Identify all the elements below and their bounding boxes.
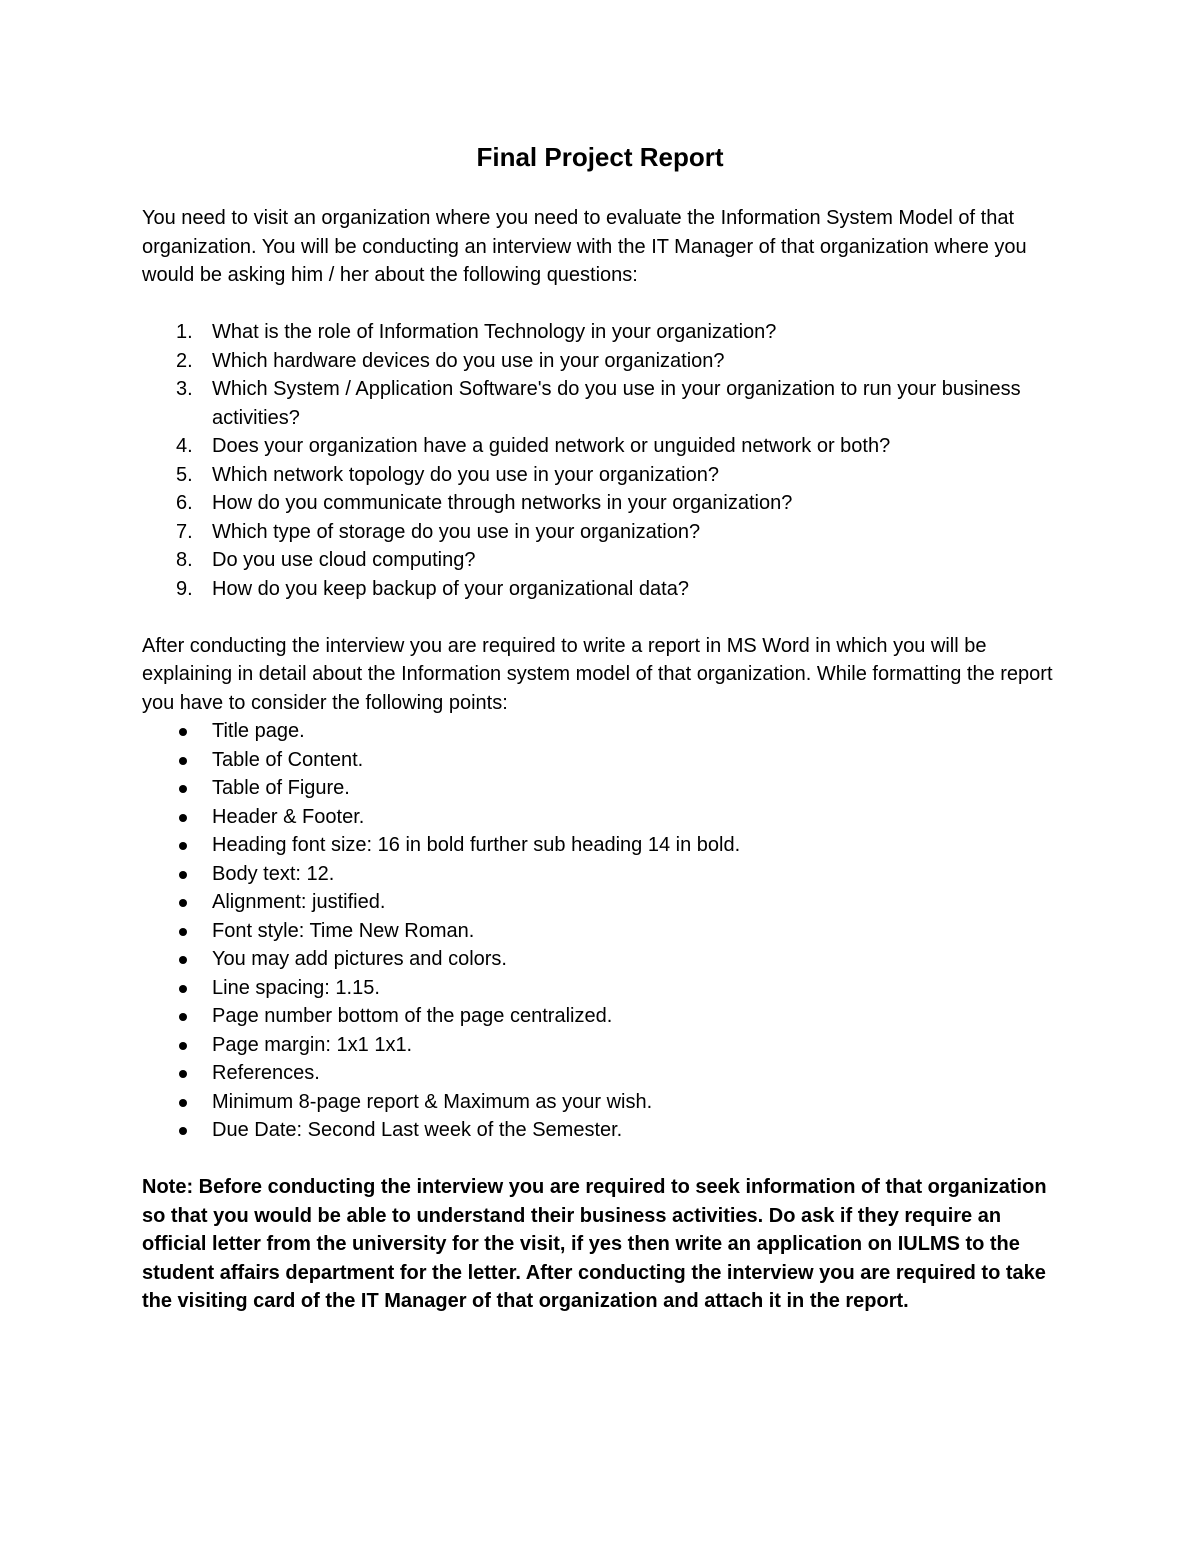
bullet-icon xyxy=(179,985,187,993)
point-text: Font style: Time New Roman. xyxy=(212,919,475,942)
bullet-icon xyxy=(179,814,187,822)
list-number: 9. xyxy=(176,577,193,600)
list-item xyxy=(142,546,1062,575)
point-text: Table of Figure. xyxy=(212,777,350,799)
question-text: Which type of storage do you use in your organization? xyxy=(212,520,701,543)
point-text: Page number bottom of the page centralized. xyxy=(212,1005,613,1027)
bullet-icon xyxy=(179,728,187,736)
point-text: Due Date: Second Last week of the Semester. xyxy=(212,1119,623,1141)
point-text: Heading font size: 16 in bold further sub heading 14 in bold. xyxy=(212,834,741,856)
intro-paragraph: You need to visit an organization where you need to evaluate the Information System Model of that organization. You will be conducting an interview with the IT Manager of that organization where you would be asking him / her about the following questions: xyxy=(142,207,1027,286)
list-item xyxy=(142,1031,1062,1060)
list-number: 3. xyxy=(176,378,193,400)
list-item xyxy=(142,461,1062,490)
bullet-icon xyxy=(179,1070,187,1078)
list-item xyxy=(142,347,1062,376)
bullet-icon xyxy=(179,1013,187,1021)
question-text: Do you use cloud computing? xyxy=(212,549,476,571)
list-item xyxy=(142,917,1062,946)
list-number: 5. xyxy=(176,463,193,486)
point-text: Alignment: justified. xyxy=(212,891,386,913)
list-item xyxy=(142,1116,1062,1145)
point-text: Line spacing: 1.15. xyxy=(212,976,380,999)
bullet-icon xyxy=(179,757,187,765)
bullet-icon xyxy=(179,871,187,879)
list-number: 7. xyxy=(176,520,193,543)
point-text: Page margin: 1x1 1x1. xyxy=(212,1033,413,1056)
list-number: 4. xyxy=(176,435,193,457)
point-text: Body text: 12. xyxy=(212,862,335,885)
list-item xyxy=(142,318,1062,347)
formatting-points-list xyxy=(142,717,1062,1145)
questions-list xyxy=(142,318,1062,603)
list-item xyxy=(142,575,1062,604)
list-item xyxy=(142,974,1062,1003)
note-paragraph: Note: Before conducting the interview you are required to seek information of that organization so that you would be able to understand their business activities. Do ask if they require an official letter from the university for the visit, if yes then write an application on IULMS to the student affairs department for the letter. After conducting the interview you are required to take the visiting card of the IT Manager of that organization and attach it in the report. xyxy=(142,1176,1047,1312)
point-text: You may add pictures and colors. xyxy=(212,948,507,970)
list-item xyxy=(142,888,1062,917)
bullet-icon xyxy=(179,956,187,964)
bullet-icon xyxy=(179,928,187,936)
list-item xyxy=(142,746,1062,775)
list-item xyxy=(142,489,1062,518)
question-text: Does your organization have a guided network or unguided network or both? xyxy=(212,435,891,457)
bullet-icon xyxy=(179,1099,187,1107)
document-body xyxy=(142,204,1062,1316)
question-text: How do you communicate through networks in your organization? xyxy=(212,492,793,514)
bullet-icon xyxy=(179,899,187,907)
list-item xyxy=(142,803,1062,832)
list-item xyxy=(142,774,1062,803)
question-text: Which network topology do you use in your organization? xyxy=(212,463,719,486)
list-item xyxy=(142,945,1062,974)
list-number: 1. xyxy=(176,321,193,343)
list-number: 6. xyxy=(176,492,193,514)
bullet-icon xyxy=(179,785,187,793)
list-item xyxy=(142,831,1062,860)
document-title: Final Project Report xyxy=(476,142,724,172)
point-text: Table of Content. xyxy=(212,748,364,771)
question-text: Which System / Application Software's do you use in your organization to run your business activities? xyxy=(212,378,1021,429)
bullet-icon xyxy=(179,1127,187,1135)
list-item xyxy=(142,860,1062,889)
point-text: Header & Footer. xyxy=(212,805,365,828)
point-text: Title page. xyxy=(212,720,305,742)
list-item xyxy=(142,1002,1062,1031)
bullet-icon xyxy=(179,1042,187,1050)
list-item xyxy=(142,375,1062,432)
question-text: How do you keep backup of your organizational data? xyxy=(212,577,689,600)
list-item xyxy=(142,432,1062,461)
bullet-icon xyxy=(179,842,187,850)
list-number: 2. xyxy=(176,349,193,372)
point-text: Minimum 8-page report & Maximum as your wish. xyxy=(212,1090,653,1113)
list-item xyxy=(142,1059,1062,1088)
report-intro-paragraph: After conducting the interview you are required to write a report in MS Word in which you will be explaining in detail about the Information system model of that organization. While formatting the report you have to consider the following points: xyxy=(142,634,1053,714)
list-item xyxy=(142,518,1062,547)
question-text: Which hardware devices do you use in your organization? xyxy=(212,349,725,372)
list-number: 8. xyxy=(176,549,193,571)
list-item xyxy=(142,717,1062,746)
question-text: What is the role of Information Technology in your organization? xyxy=(212,321,777,343)
list-item xyxy=(142,1088,1062,1117)
point-text: References. xyxy=(212,1062,320,1084)
